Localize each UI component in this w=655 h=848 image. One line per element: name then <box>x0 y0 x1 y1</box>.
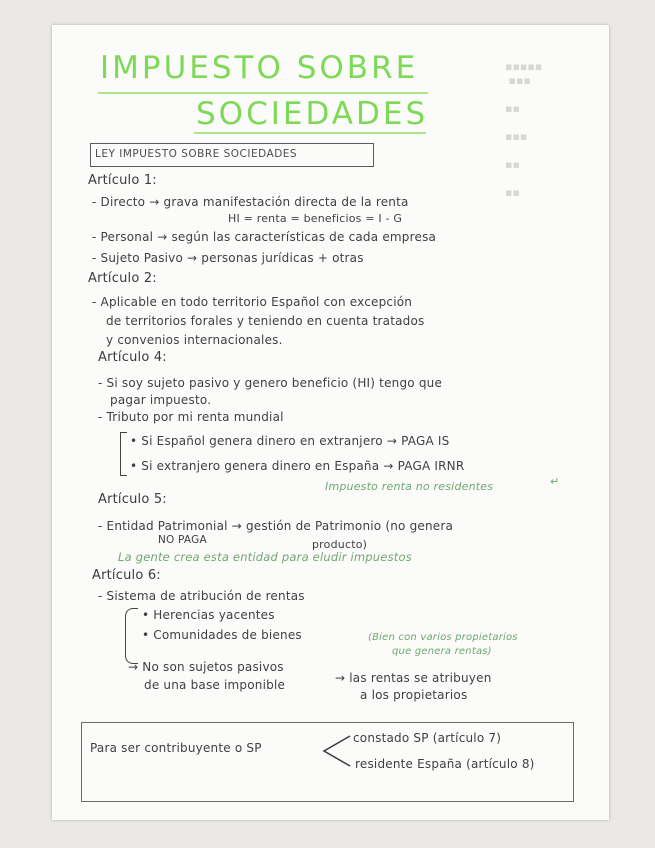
summary-option-2: residente España (artículo 8) <box>355 757 535 771</box>
article-4-line-1: - Si soy sujeto pasivo y genero beneficio (HI) tengo que <box>98 376 443 390</box>
summary-bracket-icon <box>320 734 352 768</box>
title-underline-2 <box>194 132 426 134</box>
article-4-line-2: pagar impuesto. <box>110 393 212 407</box>
article-4-bullet-1: • Si Español genera dinero en extranjero → PAGA IS <box>130 434 450 448</box>
article-6-note-2: que genera rentas) <box>392 646 492 657</box>
note-arrow-icon: ↵ <box>550 475 560 488</box>
article-6-line: - Sistema de atribución de rentas <box>98 589 305 603</box>
article-6-result-1: → las rentas se atribuyen <box>335 671 492 685</box>
article-6-result-2: a los propietarios <box>360 688 468 702</box>
article-4-heading: Artículo 4: <box>98 350 167 365</box>
title-line-2: SOCIEDADES <box>196 96 429 132</box>
article-6-no-sp-1: → No son sujetos pasivos <box>128 660 284 674</box>
title-underline-1 <box>98 92 428 94</box>
article-4-line-3: - Tributo por mi renta mundial <box>98 410 284 424</box>
article-4-bracket <box>120 432 127 476</box>
article-5-line-2: producto) <box>312 538 368 551</box>
article-6-bullet-2: • Comunidades de bienes <box>142 628 302 642</box>
article-4-bullet-2: • Si extranjero genera dinero en España → PAGA IRNR <box>130 459 465 473</box>
article-1-item-1: - Directo → grava manifestación directa de la renta <box>92 195 409 209</box>
article-1-formula: HI = renta = beneficios = I - G <box>228 212 403 225</box>
article-2-line-1: - Aplicable en todo territorio Español con excepción <box>92 295 413 309</box>
article-5-line: - Entidad Patrimonial → gestión de Patrimonio (no genera <box>98 519 454 533</box>
article-6-no-sp-2: de una base imponible <box>144 678 286 692</box>
article-5-no-paga: NO PAGA <box>158 534 207 546</box>
bleed-through-text: ▪▪▪▪▪ ▪▪▪ ▪▪ ▪▪▪ ▪▪ ▪▪ <box>505 60 543 199</box>
article-1-item-2: - Personal → según las características de cada empresa <box>92 230 437 244</box>
article-6-bracket <box>125 608 138 664</box>
article-5-heading: Artículo 5: <box>98 492 167 507</box>
article-2-line-2: de territorios forales y teniendo en cuenta tratados <box>106 314 425 328</box>
article-5-note: La gente crea esta entidad para eludir impuestos <box>118 550 412 564</box>
article-1-item-3: - Sujeto Pasivo → personas jurídicas + otras <box>92 251 364 265</box>
article-2-heading: Artículo 2: <box>88 271 157 286</box>
article-1-heading: Artículo 1: <box>88 173 157 188</box>
article-6-heading: Artículo 6: <box>92 568 161 583</box>
article-2-line-3: y convenios internacionales. <box>106 333 283 347</box>
law-box-text: LEY IMPUESTO SOBRE SOCIEDADES <box>95 148 298 160</box>
summary-option-1: constado SP (artículo 7) <box>353 731 502 745</box>
article-6-bullet-1: • Herencias yacentes <box>142 608 275 622</box>
article-4-note: Impuesto renta no residentes <box>325 480 494 493</box>
summary-main: Para ser contribuyente o SP <box>90 741 262 755</box>
title-line-1: IMPUESTO SOBRE <box>100 50 419 86</box>
article-6-note-1: (Bien con varios propietarios <box>368 632 518 643</box>
